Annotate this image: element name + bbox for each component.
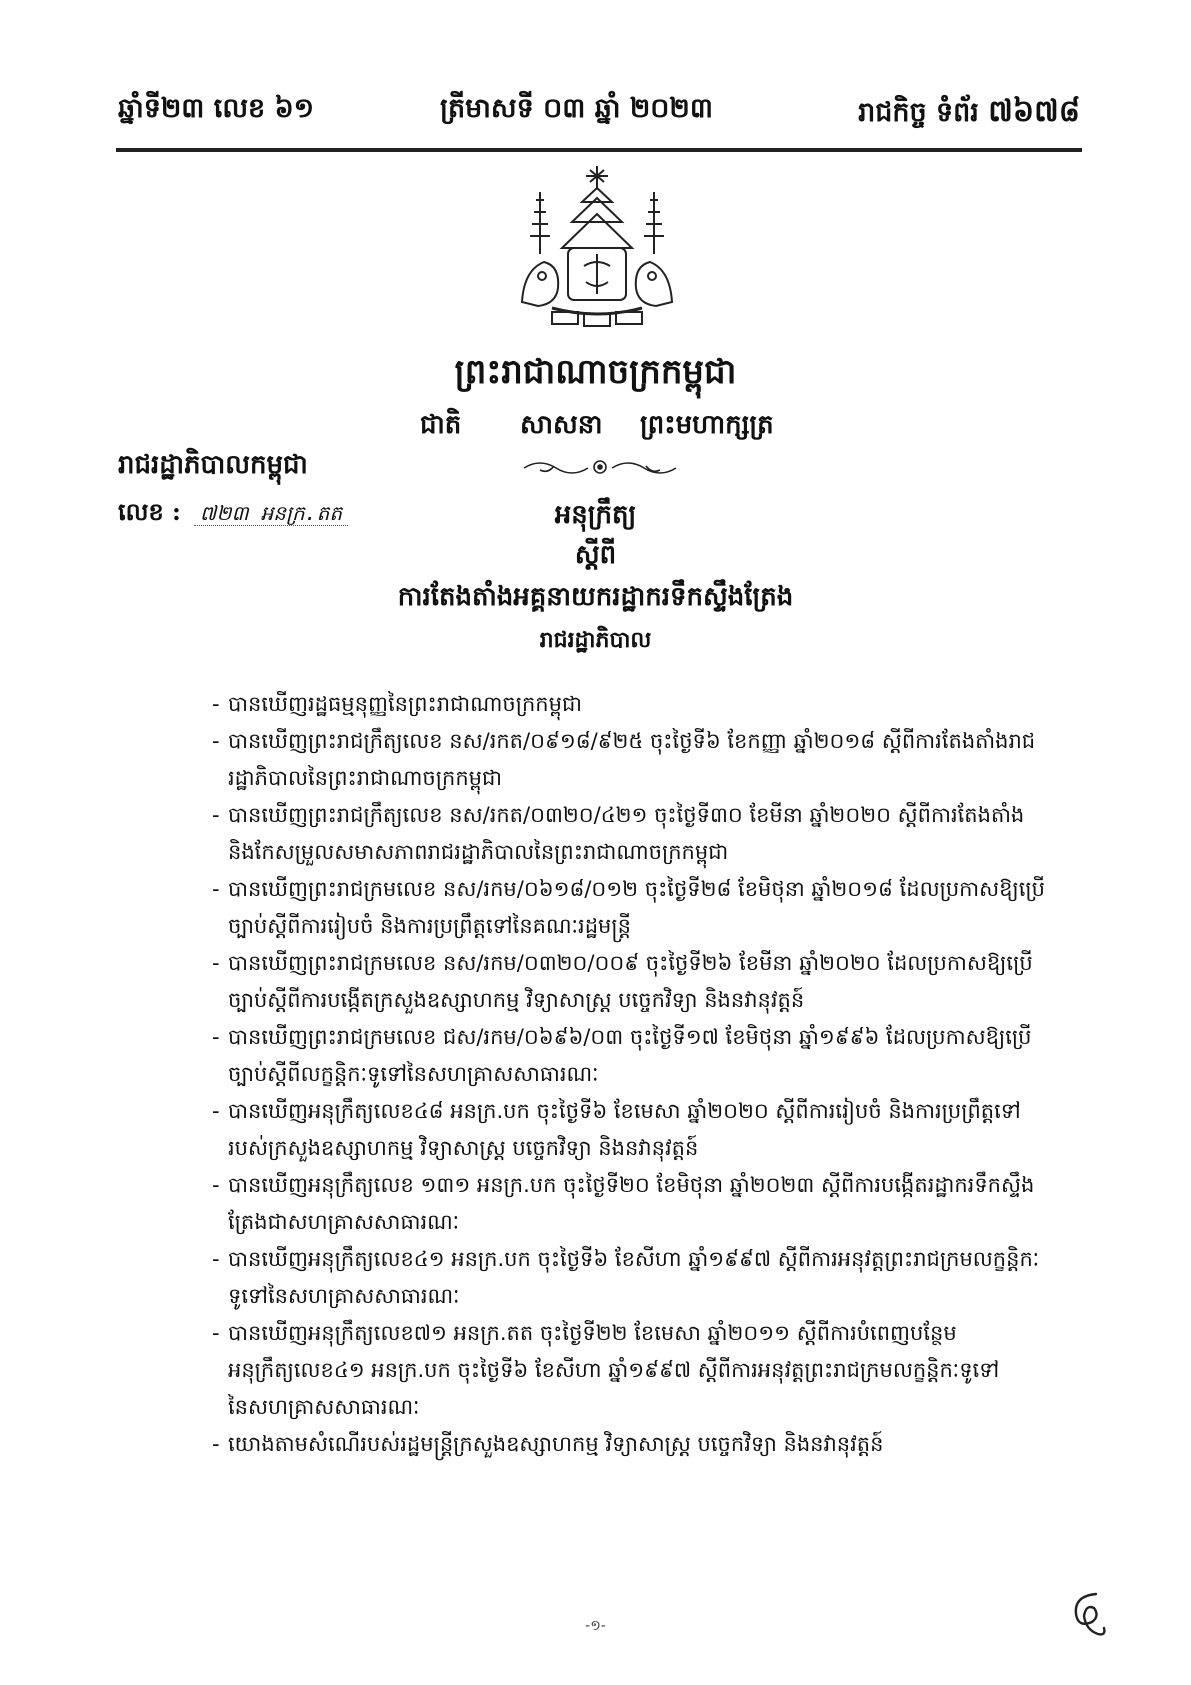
page-number: -១- — [585, 1618, 606, 1634]
header-page — [858, 92, 1080, 136]
list-item: - បានឃើញព្រះរាជក្រមលេខ នស/រកម/០៦១៨/០១២ ចុះថ្ងៃទី២៨ ខែមិថុនា ឆ្នាំ២០១៨ ដែលប្រកាសឱ្យប្រើច្បាប់ស្តីពីការរៀបចំ និងការប្រព្រឹត្តទៅនៃគណៈរដ្ឋមន្ត្រី — [212, 871, 1048, 945]
national-motto — [410, 408, 790, 444]
list-item: - បានឃើញអនុក្រឹត្យលេខ៧១ អនក្រ.តត ចុះថ្ងៃទី២២ ខែមេសា ឆ្នាំ២០១១ ស្តីពីការបំពេញបន្ថែមអនុក្រឹត្យលេខ៤១ អនក្រ.បក ចុះថ្ងៃទី៦ ខែសីហា ឆ្នាំ១៩៩៧ ស្តីពីការអនុវត្តព្រះរាជក្រមលក្ខន្តិកៈទូទៅនៃសហគ្រាសសាធារណៈ — [212, 1315, 1048, 1426]
reference-label: លេខ : — [118, 497, 181, 526]
list-item: - បានឃើញព្រះរាជក្រមលេខ ជស/រកម/០៦៩៦/០៣ ចុះថ្ងៃទី១៧ ខែមិថុនា ឆ្នាំ១៩៩៦ ដែលប្រកាសឱ្យប្រើច្បាប់ស្តីពីលក្ខន្តិកៈទូទៅនៃសហគ្រាសសាធារណៈ — [212, 1019, 1048, 1093]
list-item: - បានឃើញព្រះរាជក្រឹត្យលេខ នស/រកត/០៣២០/៤២១ ចុះថ្ងៃទី៣០ ខែមីនា ឆ្នាំ២០២០ ស្តីពីការតែងតាំងនិងកែសម្រួលសមាសភាពរាជរដ្ឋាភិបាលនៃព្រះរាជាណាចក្រកម្ពុជា — [212, 797, 1048, 871]
document-subject: ការតែងតាំងអគ្គនាយករដ្ឋាករទឹកស្ទឹងត្រែង — [397, 582, 794, 612]
list-item: - បានឃើញព្រះរាជក្រមលេខ នស/រកម/០៣២០/០០៩ ចុះថ្ងៃទី២៦ ខែមីនា ឆ្នាំ២០២០ ដែលប្រកាសឱ្យប្រើច្បាប់ស្តីពីការបង្កើតក្រសួងឧស្សាហកម្ម វិទ្យាសាស្ត្រ បច្ចេកវិទ្យា និងនវានុវត្តន៍ — [212, 945, 1048, 1019]
document-about: ស្តីពី — [574, 540, 617, 570]
header-year-issue: ឆ្នាំទី២៣ លេខ ៦១ — [118, 93, 315, 124]
list-item: - បានឃើញអនុក្រឹត្យលេខ៤១ អនក្រ.បក ចុះថ្ងៃទី៦ ខែសីហា ឆ្នាំ១៩៩៧ ស្តីពីការអនុវត្តព្រះរាជក្រមលក្ខន្តិកៈទូទៅនៃសហគ្រាសសាធារណៈ — [212, 1241, 1048, 1315]
list-item: - យោងតាមសំណើរបស់រដ្ឋមន្ត្រីក្រសួងឧស្សាហកម្ម វិទ្យាសាស្ត្រ បច្ចេកវិទ្យា និងនវានុវត្តន៍ — [212, 1426, 1048, 1463]
list-item: - បានឃើញអនុក្រឹត្យលេខ ១៣១ អនក្រ.បក ចុះថ្ងៃទី២០ ខែមិថុនា ឆ្នាំ២០២៣ ស្តីពីការបង្កើតរដ្ឋាករទឹកស្ទឹងត្រែងជាសហគ្រាសសាធារណៈ — [212, 1167, 1048, 1241]
considerations-list — [212, 686, 1048, 1463]
list-item: - បានឃើញព្រះរាជក្រឹត្យលេខ នស/រកត/០៩១៨/៩២៥ ចុះថ្ងៃទី៦ ខែកញ្ញា ឆ្នាំ២០១៨ ស្តីពីការតែងតាំងរាជរដ្ឋាភិបាលនៃព្រះរាជាណាចក្រកម្ពុជា — [212, 723, 1048, 797]
header-page-number: ៧៦៧៨ — [988, 94, 1080, 129]
document-authority: រាជរដ្ឋាភិបាល — [539, 627, 652, 653]
header-page-label: រាជកិច្ច ទំព័រ — [858, 97, 979, 128]
motto-religion: សាសនា — [520, 410, 603, 440]
list-item: - បានឃើញរដ្ឋធម្មនុញ្ញនៃព្រះរាជាណាចក្រកម្ពុជា — [212, 686, 1048, 723]
motto-nation: ជាតិ — [420, 410, 462, 440]
header-rule — [116, 148, 1082, 152]
handwritten-initial-icon — [1066, 1588, 1110, 1640]
ornament-divider-icon — [520, 454, 680, 480]
reference-value: ៧២៣ អនក្រ.តត — [194, 501, 348, 526]
issuing-government: រាជរដ្ឋាភិបាលកម្ពុជា — [118, 450, 308, 480]
kingdom-title: ព្រះរាជាណាចក្រកម្ពុជា — [454, 352, 737, 392]
gazette-header — [118, 92, 1080, 142]
royal-coat-of-arms-icon — [512, 162, 682, 334]
motto-king: ព្រះមហាក្សត្រ — [640, 410, 774, 440]
header-quarter: ត្រីមាសទី ០៣ ឆ្នាំ ២០២៣ — [440, 93, 713, 124]
list-item: - បានឃើញអនុក្រឹត្យលេខ៤៨ អនក្រ.បក ចុះថ្ងៃទី៦ ខែមេសា ឆ្នាំ២០២០ ស្តីពីការរៀបចំ និងការប្រព្រឹត្តទៅរបស់ក្រសួងឧស្សាហកម្ម វិទ្យាសាស្ត្រ បច្ចេកវិទ្យា និងនវានុវត្តន៍ — [212, 1093, 1048, 1167]
document-type: អនុក្រឹត្យ — [554, 500, 637, 530]
